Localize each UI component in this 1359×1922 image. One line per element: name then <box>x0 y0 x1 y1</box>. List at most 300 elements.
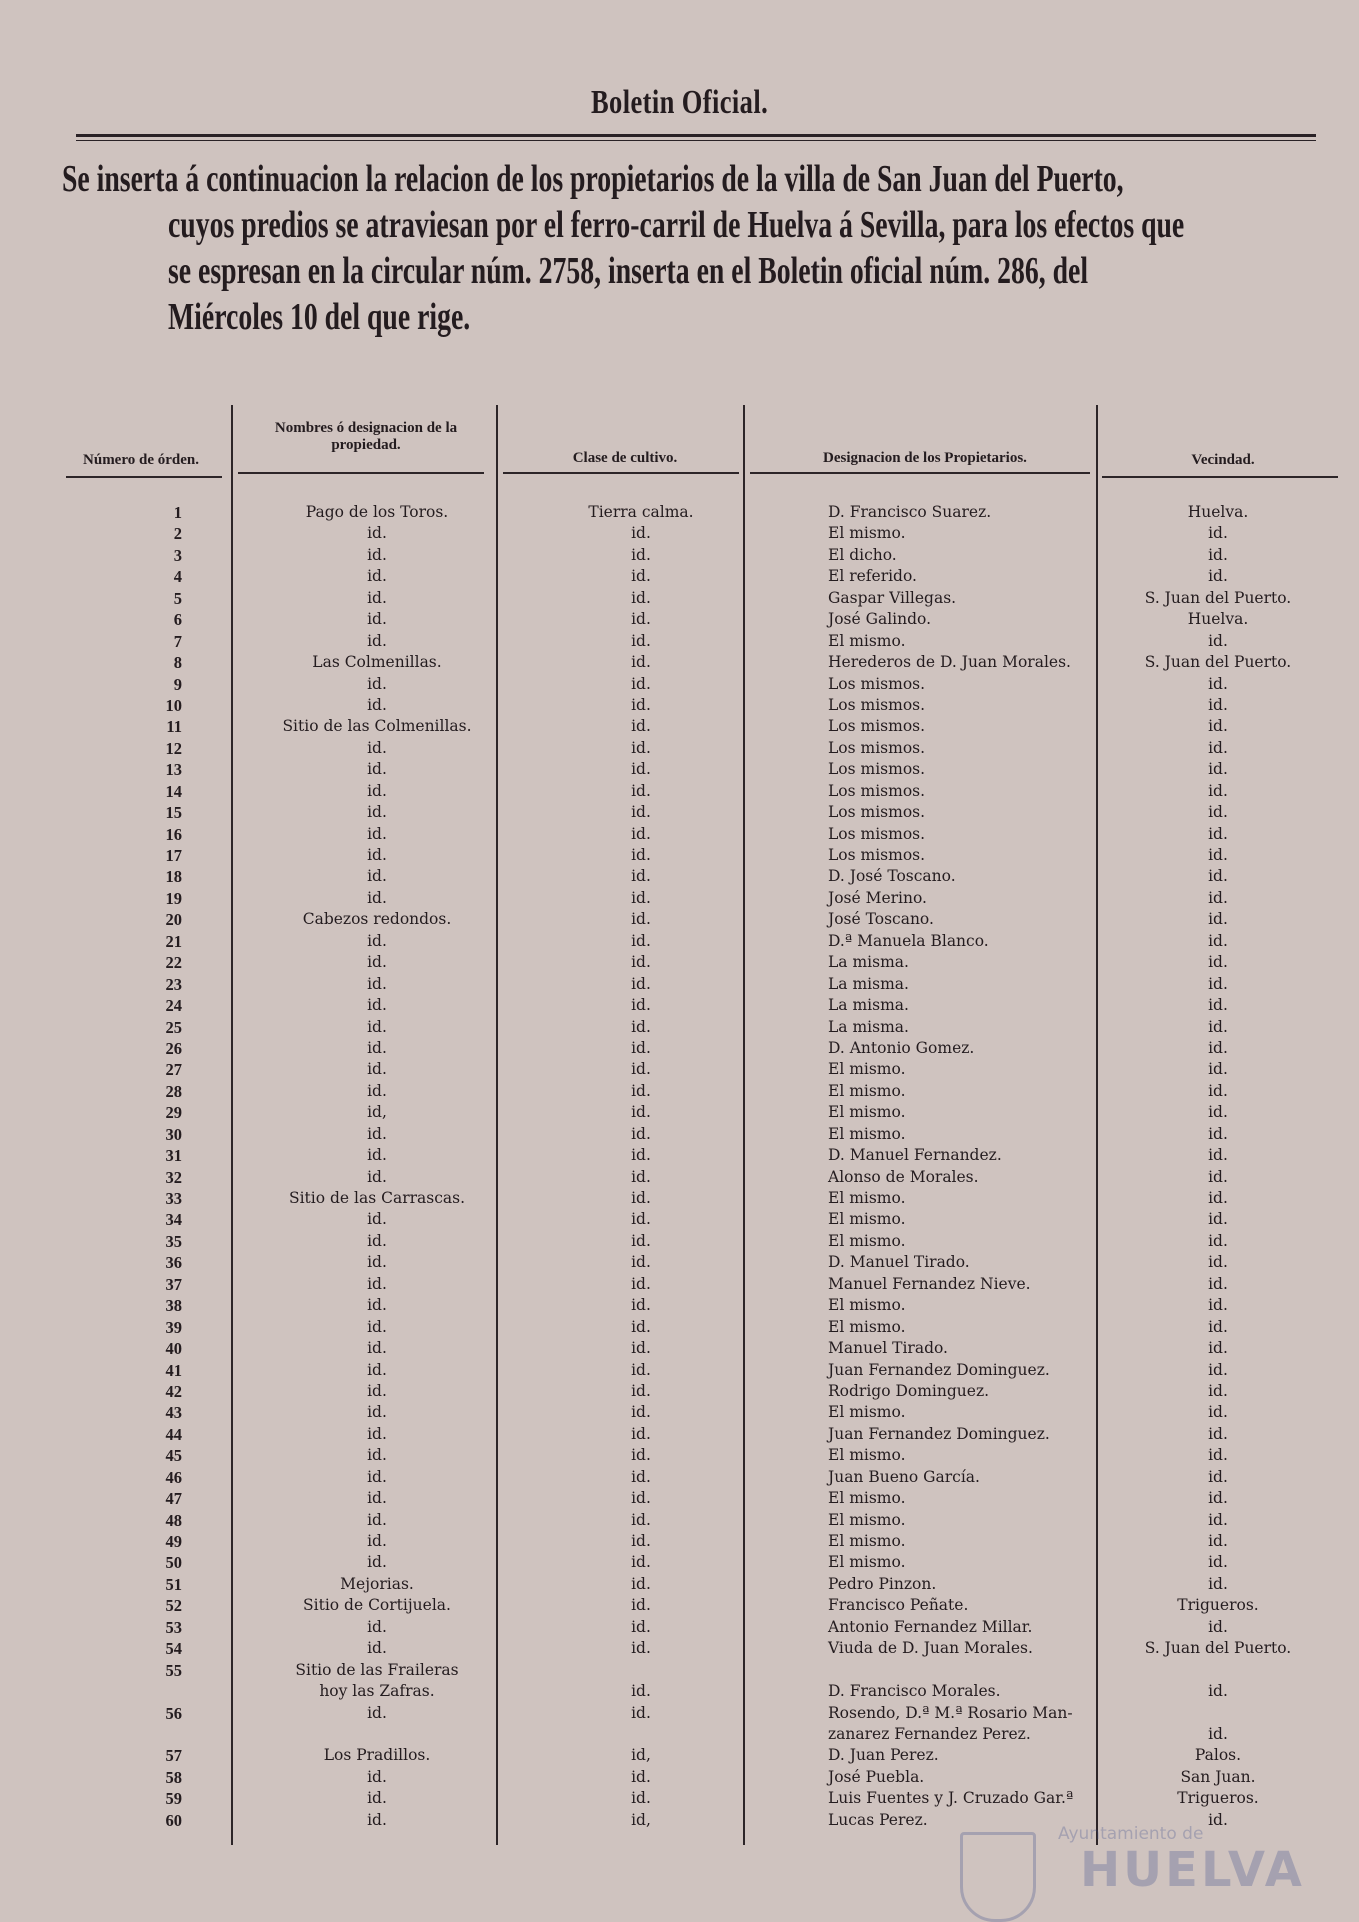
owner-cell: Los mismos. <box>828 781 926 800</box>
row-number: 11 <box>166 717 182 737</box>
cultivation-cell: id. <box>631 1596 651 1615</box>
residence-cell: id. <box>1208 1510 1228 1529</box>
row-number: 12 <box>165 738 182 758</box>
property-cell: id. <box>367 738 387 757</box>
owner-cell: Juan Fernandez Dominguez. <box>828 1360 1050 1379</box>
row-number: 49 <box>165 1532 182 1551</box>
cultivation-cell: id. <box>631 1789 651 1808</box>
cultivation-cell: Tierra calma. <box>588 503 694 521</box>
cultivation-cell: id. <box>631 1189 651 1207</box>
owner-cell: El mismo. <box>828 1124 906 1143</box>
row-number: 17 <box>165 846 182 865</box>
residence-cell: id. <box>1208 910 1228 929</box>
cultivation-cell: id. <box>631 1103 651 1122</box>
property-cell: id. <box>367 1167 387 1186</box>
table-row <box>0 1102 1359 1123</box>
table-row <box>0 1317 1359 1338</box>
owner-cell: Herederos de D. Juan Morales. <box>828 653 1071 672</box>
row-number: 36 <box>165 1253 182 1273</box>
row-number: 33 <box>165 1189 182 1208</box>
table-row <box>0 1231 1359 1252</box>
property-cell: id. <box>367 524 387 543</box>
header-underline <box>503 472 739 474</box>
property-cell: id. <box>367 1810 387 1829</box>
residence-cell: id. <box>1208 1167 1228 1186</box>
table-row <box>0 566 1359 587</box>
owner-cell: El mismo. <box>828 1553 906 1572</box>
row-number: 57 <box>165 1746 182 1766</box>
row-number: 1 <box>173 503 182 522</box>
property-cell: id. <box>367 1467 387 1486</box>
property-cell: id. <box>367 1532 387 1550</box>
owner-cell: El mismo. <box>828 1081 906 1100</box>
residence-cell: S. Juan del Puerto. <box>1144 588 1292 607</box>
property-cell: id. <box>367 1038 387 1057</box>
property-cell: Sitio de las Fraileras <box>295 1660 459 1679</box>
cultivation-cell: id. <box>631 1167 651 1186</box>
residence-cell: id. <box>1208 1424 1228 1443</box>
residence-cell: id. <box>1208 888 1228 907</box>
residence-cell: id. <box>1208 1360 1228 1379</box>
row-number: 52 <box>165 1596 182 1616</box>
table-row <box>0 974 1359 995</box>
cultivation-cell: id. <box>631 888 651 907</box>
cultivation-cell: id. <box>631 1210 651 1229</box>
residence-cell: id. <box>1208 974 1228 993</box>
row-number: 28 <box>165 1081 182 1101</box>
table-row <box>0 909 1359 930</box>
owner-cell: Gaspar Villegas. <box>828 588 957 607</box>
property-cell: id. <box>367 1231 387 1250</box>
cultivation-cell: id. <box>631 1146 651 1165</box>
row-number: 14 <box>165 781 182 801</box>
residence-cell: id. <box>1208 846 1228 864</box>
row-number: 59 <box>165 1789 182 1809</box>
owner-cell: La misma. <box>828 996 909 1015</box>
cultivation-cell: id. <box>631 1489 651 1508</box>
property-cell: id. <box>367 1639 387 1658</box>
row-number: 32 <box>165 1167 182 1187</box>
residence-cell: id. <box>1208 1231 1228 1250</box>
row-number: 37 <box>165 1274 182 1294</box>
property-cell: id. <box>367 1767 387 1786</box>
residence-cell: id. <box>1208 760 1228 779</box>
table-row <box>0 1745 1359 1766</box>
cultivation-cell: id. <box>631 1253 651 1272</box>
cultivation-cell: id. <box>631 1274 651 1293</box>
property-cell: Cabezos redondos. <box>302 910 452 929</box>
owner-cell: Los mismos. <box>828 803 926 822</box>
cultivation-cell: id. <box>631 1682 651 1701</box>
residence-cell: id. <box>1208 1060 1228 1079</box>
row-number: 43 <box>165 1403 182 1423</box>
table-row <box>0 1402 1359 1423</box>
cultivation-cell: id. <box>631 846 651 864</box>
row-number: 38 <box>165 1296 182 1316</box>
property-cell: id. <box>367 1296 387 1315</box>
cultivation-cell: id. <box>631 1617 651 1636</box>
owner-cell: D. Juan Perez. <box>828 1746 939 1765</box>
property-cell: Sitio de las Colmenillas. <box>282 717 472 736</box>
owner-cell: El mismo. <box>828 1317 906 1336</box>
owner-cell: Manuel Fernandez Nieve. <box>828 1274 1031 1293</box>
intro-line: Se inserta á continuacion la relacion de los propietarios de la villa de San Juan del Puerto, <box>62 158 1124 200</box>
owner-cell: El dicho. <box>828 545 897 564</box>
cultivation-cell: id. <box>631 717 651 736</box>
table-row <box>0 652 1359 673</box>
residence-cell: id. <box>1208 1189 1228 1207</box>
residence-cell: id. <box>1208 996 1228 1015</box>
cultivation-cell: id. <box>631 524 651 543</box>
owner-cell: Los mismos. <box>828 760 926 779</box>
row-number: 4 <box>173 567 182 587</box>
header-rule-thin <box>76 140 1316 141</box>
table-row <box>0 1381 1359 1402</box>
owner-cell: Juan Fernandez Dominguez. <box>828 1424 1050 1443</box>
residence-cell: id. <box>1208 674 1228 693</box>
cultivation-cell: id. <box>631 1403 651 1422</box>
residence-cell: Huelva. <box>1187 610 1249 629</box>
residence-cell: id. <box>1208 1317 1228 1336</box>
row-number: 30 <box>165 1124 182 1144</box>
owner-cell: Los mismos. <box>828 717 926 736</box>
residence-cell: id. <box>1208 1339 1228 1358</box>
owner-cell: D. Antonio Gomez. <box>828 1038 975 1057</box>
property-cell: id. <box>367 1210 387 1229</box>
table-row <box>0 1767 1359 1788</box>
row-number: 27 <box>165 1060 182 1080</box>
property-cell: id. <box>367 1274 387 1293</box>
row-number: 10 <box>165 695 182 715</box>
table-row <box>0 1445 1359 1466</box>
property-cell: Sitio de Cortijuela. <box>303 1596 451 1615</box>
table-row <box>0 1295 1359 1316</box>
table-body <box>0 502 1359 1831</box>
row-number: 35 <box>165 1231 182 1251</box>
property-cell: id. <box>367 1789 387 1808</box>
owner-cell: El mismo. <box>828 1296 906 1315</box>
cultivation-cell: id. <box>631 1574 651 1593</box>
owner-cell: El mismo. <box>828 1231 906 1250</box>
property-cell: id. <box>367 1446 387 1465</box>
residence-cell: Trigueros. <box>1177 1789 1259 1808</box>
residence-cell: id. <box>1208 1532 1228 1550</box>
table-row <box>0 781 1359 802</box>
residence-cell: id. <box>1208 953 1228 972</box>
owner-cell: El mismo. <box>828 1489 906 1508</box>
property-cell: id. <box>367 953 387 972</box>
cultivation-cell: id. <box>631 1317 651 1336</box>
table-row <box>0 1167 1359 1188</box>
property-cell: id. <box>367 1381 387 1400</box>
row-number: 18 <box>165 867 182 887</box>
row-number: 47 <box>165 1489 182 1509</box>
property-cell: id. <box>367 1489 387 1508</box>
header-rule <box>76 134 1316 137</box>
cultivation-cell: id, <box>631 1746 651 1765</box>
property-cell: id. <box>367 631 387 650</box>
intro-line: se espresan en la circular núm. 2758, inserta en el Boletin oficial núm. 286, del <box>168 250 1089 292</box>
cultivation-cell: id. <box>631 610 651 629</box>
table-row <box>0 738 1359 759</box>
table-row <box>0 995 1359 1016</box>
property-cell: Pago de los Toros. <box>305 503 449 521</box>
header-vecindad: Vecindad. <box>1191 452 1255 468</box>
residence-cell: id. <box>1208 1124 1228 1143</box>
cultivation-cell: id. <box>631 996 651 1015</box>
owner-cell: Luis Fuentes y J. Cruzado Gar.ª <box>828 1789 1074 1808</box>
residence-cell: id. <box>1208 931 1228 950</box>
owner-cell: El mismo. <box>828 1532 906 1550</box>
property-cell: id. <box>367 1317 387 1336</box>
header-underline <box>238 472 484 474</box>
row-number: 26 <box>165 1038 182 1058</box>
property-cell: id. <box>367 996 387 1015</box>
owner-cell: El mismo. <box>828 1446 906 1465</box>
owner-cell: José Puebla. <box>828 1767 925 1786</box>
residence-cell: id. <box>1208 1017 1228 1036</box>
row-number: 9 <box>173 674 182 694</box>
residence-cell: id. <box>1208 738 1228 757</box>
row-number: 20 <box>165 910 182 930</box>
owner-cell: El mismo. <box>828 1189 906 1207</box>
table-row <box>0 609 1359 630</box>
owner-cell: El mismo. <box>828 1060 906 1079</box>
cultivation-cell: id. <box>631 631 651 650</box>
owner-cell: Los mismos. <box>828 824 926 843</box>
owner-cell: Juan Bueno García. <box>828 1467 980 1486</box>
cultivation-cell: id. <box>631 1639 651 1658</box>
table-row <box>0 866 1359 887</box>
owner-cell: El mismo. <box>828 1403 906 1422</box>
row-number: 53 <box>165 1617 182 1637</box>
residence-cell: Palos. <box>1194 1746 1242 1765</box>
row-number: 13 <box>165 760 182 780</box>
owner-cell: El referido. <box>828 567 917 586</box>
cultivation-cell: id. <box>631 1381 651 1400</box>
table-row <box>0 1660 1359 1681</box>
row-number: 29 <box>165 1103 182 1123</box>
residence-cell: San Juan. <box>1180 1767 1256 1786</box>
table-row <box>0 1703 1359 1724</box>
row-number: 3 <box>173 545 182 565</box>
table-row <box>0 845 1359 866</box>
owner-cell: Rosendo, D.ª M.ª Rosario Man- <box>828 1703 1073 1722</box>
row-number: 21 <box>165 931 182 951</box>
owner-cell: Alonso de Morales. <box>828 1167 979 1186</box>
property-cell: id. <box>367 1339 387 1358</box>
residence-cell: id. <box>1208 567 1228 586</box>
property-cell: hoy las Zafras. <box>319 1682 435 1701</box>
table-row <box>0 1338 1359 1359</box>
cultivation-cell: id, <box>631 1810 651 1829</box>
table-row <box>0 1638 1359 1659</box>
table-row <box>0 824 1359 845</box>
row-number: 15 <box>165 803 182 823</box>
property-cell: id. <box>367 695 387 714</box>
property-cell: id. <box>367 974 387 993</box>
owner-cell: D. Manuel Tirado. <box>828 1253 970 1272</box>
cultivation-cell: id. <box>631 1060 651 1079</box>
table-row <box>0 1617 1359 1638</box>
cultivation-cell: id. <box>631 867 651 886</box>
cultivation-cell: id. <box>631 1038 651 1057</box>
table-row <box>0 695 1359 716</box>
property-cell: id. <box>367 1617 387 1636</box>
header-numero: Número de órden. <box>83 452 199 468</box>
row-number: 2 <box>173 524 182 544</box>
table-row <box>0 1552 1359 1573</box>
cultivation-cell: id. <box>631 1467 651 1486</box>
row-number: 6 <box>173 610 182 630</box>
row-number: 60 <box>165 1810 182 1830</box>
table-row <box>0 631 1359 652</box>
table-row <box>0 1017 1359 1038</box>
owner-cell: Francisco Peñate. <box>828 1596 969 1615</box>
table-row <box>0 1531 1359 1552</box>
property-cell: id. <box>367 1553 387 1572</box>
cultivation-cell: id. <box>631 824 651 843</box>
header-underline <box>66 476 222 478</box>
table-row <box>0 1788 1359 1809</box>
residence-cell: id. <box>1208 1467 1228 1486</box>
property-cell: Las Colmenillas. <box>312 653 442 672</box>
table-row <box>0 1145 1359 1166</box>
residence-cell: id. <box>1208 781 1228 800</box>
residence-cell: id. <box>1208 1103 1228 1122</box>
owner-cell: Manuel Tirado. <box>828 1339 948 1358</box>
residence-cell: id. <box>1208 524 1228 543</box>
row-number: 34 <box>165 1210 182 1230</box>
cultivation-cell: id. <box>631 1767 651 1786</box>
owner-cell: El mismo. <box>828 1210 906 1229</box>
cultivation-cell: id. <box>631 1703 651 1722</box>
property-cell: id. <box>367 867 387 886</box>
property-cell: id. <box>367 846 387 864</box>
property-cell: id. <box>367 610 387 629</box>
row-number: 48 <box>165 1510 182 1530</box>
owner-cell: Los mismos. <box>828 738 926 757</box>
table-row <box>0 1124 1359 1145</box>
property-cell: id. <box>367 888 387 907</box>
owner-cell: Los mismos. <box>828 846 926 864</box>
header-underline <box>1102 476 1338 478</box>
row-number: 40 <box>165 1339 182 1359</box>
property-cell: id. <box>367 803 387 822</box>
table-row <box>0 716 1359 737</box>
property-cell: id. <box>367 1124 387 1143</box>
residence-cell: id. <box>1208 803 1228 822</box>
table-row <box>0 1424 1359 1445</box>
watermark-small-text: Ayuntamiento de <box>1058 1824 1204 1844</box>
property-cell: id. <box>367 760 387 779</box>
cultivation-cell: id. <box>631 953 651 972</box>
property-cell: id. <box>367 1146 387 1165</box>
cultivation-cell: id. <box>631 1231 651 1250</box>
row-number: 56 <box>165 1703 182 1723</box>
watermark-big-text: HUELVA <box>1080 1842 1305 1898</box>
row-number: 50 <box>165 1553 182 1573</box>
row-number: 51 <box>165 1574 182 1594</box>
residence-cell: id. <box>1208 1489 1228 1508</box>
owner-cell: D. Francisco Morales. <box>828 1682 1001 1701</box>
table-row <box>0 1274 1359 1295</box>
cultivation-cell: id. <box>631 1360 651 1379</box>
owner-cell: José Merino. <box>828 888 927 907</box>
cultivation-cell: id. <box>631 653 651 672</box>
header-underline <box>750 472 1090 474</box>
table-row <box>0 1467 1359 1488</box>
owner-cell: Antonio Fernandez Millar. <box>828 1617 1033 1636</box>
property-cell: id. <box>367 1060 387 1079</box>
coat-of-arms-icon <box>960 1832 1036 1922</box>
header-propietarios: Designacion de los Propietarios. <box>823 450 1027 466</box>
property-cell: Mejorias. <box>340 1574 414 1593</box>
residence-cell: id. <box>1208 1446 1228 1465</box>
table-row <box>0 674 1359 695</box>
cultivation-cell: id. <box>631 1510 651 1529</box>
residence-cell: id. <box>1208 695 1228 714</box>
residence-cell: id. <box>1208 631 1228 650</box>
table-row <box>0 1252 1359 1273</box>
cultivation-cell: id. <box>631 1424 651 1443</box>
cultivation-cell: id. <box>631 695 651 714</box>
row-number: 23 <box>165 974 182 994</box>
cultivation-cell: id. <box>631 974 651 993</box>
residence-cell: id. <box>1208 1682 1228 1701</box>
row-number: 41 <box>165 1360 182 1380</box>
table-row <box>0 1574 1359 1595</box>
owner-cell: José Toscano. <box>828 910 934 929</box>
property-cell: id. <box>367 1703 387 1722</box>
row-number: 44 <box>165 1424 182 1444</box>
residence-cell: id. <box>1208 1724 1228 1743</box>
cultivation-cell: id. <box>631 1339 651 1358</box>
property-cell: id, <box>367 1103 387 1122</box>
residence-cell: Huelva. <box>1187 503 1249 521</box>
cultivation-cell: id. <box>631 738 651 757</box>
row-number: 5 <box>173 588 182 608</box>
row-number: 45 <box>165 1446 182 1466</box>
row-number: 55 <box>165 1660 182 1680</box>
cultivation-cell: id. <box>631 1446 651 1465</box>
cultivation-cell: id. <box>631 781 651 800</box>
table-row <box>0 759 1359 780</box>
property-cell: Sitio de las Carrascas. <box>288 1189 466 1207</box>
row-number: 16 <box>165 824 182 844</box>
owner-cell: D. Francisco Suarez. <box>828 503 992 521</box>
cultivation-cell: id. <box>631 567 651 586</box>
residence-cell: id. <box>1208 717 1228 736</box>
residence-cell: id. <box>1208 1810 1228 1829</box>
residence-cell: id. <box>1208 1553 1228 1572</box>
owner-cell: D. Manuel Fernandez. <box>828 1146 1002 1165</box>
intro-paragraph <box>62 156 1322 340</box>
owner-cell: Los mismos. <box>828 674 926 693</box>
table-row <box>0 931 1359 952</box>
row-number: 7 <box>173 631 182 651</box>
table-row <box>0 1360 1359 1381</box>
property-cell: id. <box>367 1360 387 1379</box>
residence-cell: S. Juan del Puerto. <box>1144 1639 1292 1658</box>
property-cell: id. <box>367 1081 387 1100</box>
residence-cell: id. <box>1208 867 1228 886</box>
owner-cell: D. José Toscano. <box>828 867 956 886</box>
table-row <box>0 952 1359 973</box>
table-row <box>0 502 1359 523</box>
page-header <box>0 84 1359 122</box>
property-cell: Los Pradillos. <box>323 1746 431 1765</box>
